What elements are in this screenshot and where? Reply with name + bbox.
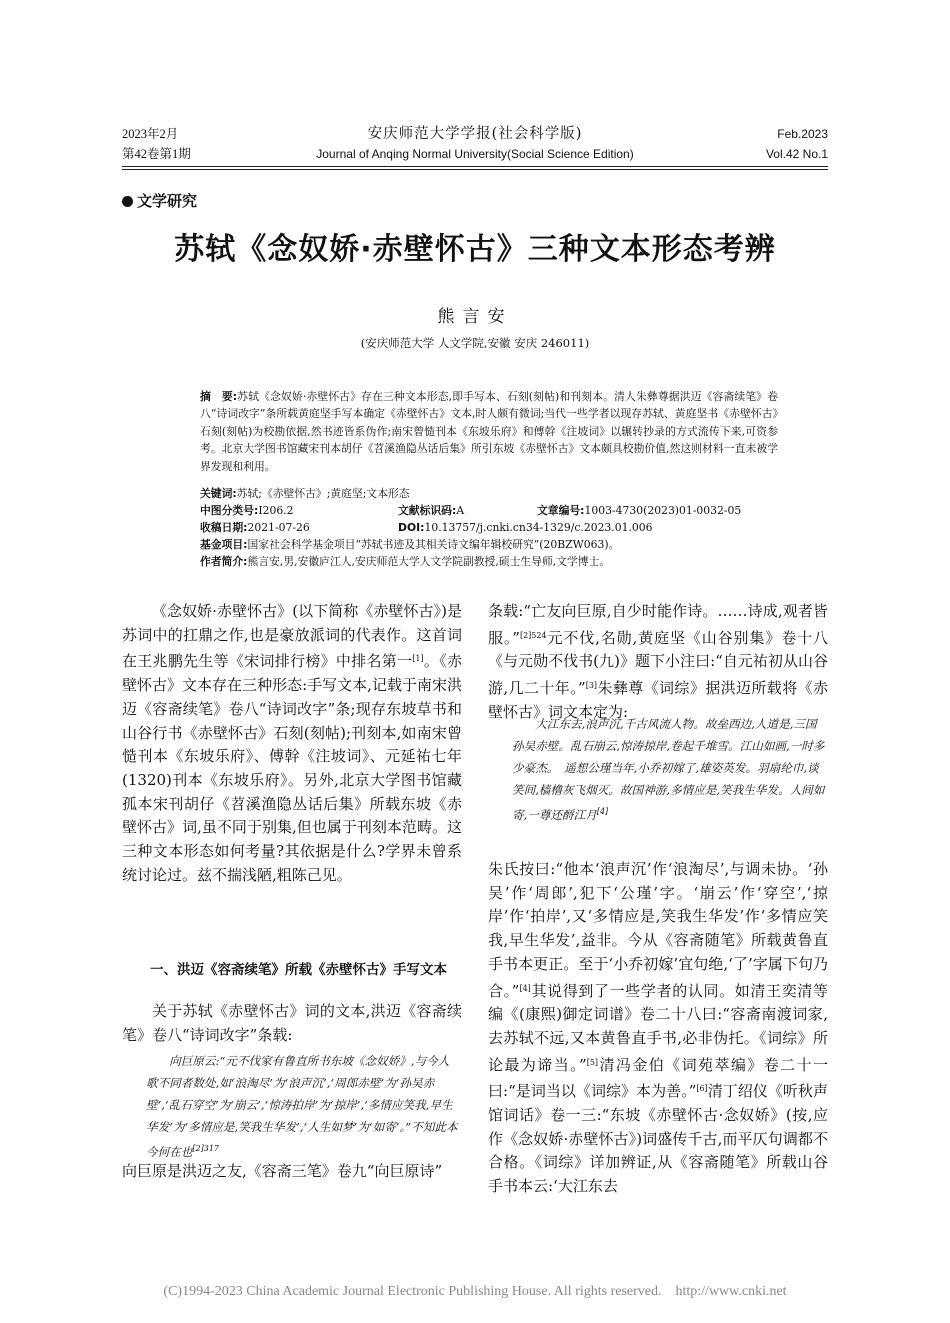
header-rule-top [122,166,828,167]
right-text-e: 其说得到了一些学者的认同。如清王奕清等编《(康熙)御定词谱》卷二十八曰:“容斋南渡词家,去苏轼不远,又本黄鲁直手书,必非伪托。《词综》所论最为谛当。” [488,981,828,1074]
abstract [200,388,778,475]
journal-name-cn: 安庆师范大学学报(社会科学版) [367,126,583,142]
citation-ref: [4] [519,983,531,993]
intro-text-a: 《念奴娇·赤壁怀古》(以下简称《赤壁怀古》)是苏词中的扛鼎之作,也是豪放派词的代表作。这首词在王兆鹏先生等《宋词排行榜》中排名第一 [122,602,462,671]
left-paragraph-3 [122,1160,462,1184]
clc-label: 中图分类号: [200,504,259,517]
classification-row [200,502,778,520]
citation-ref: [1] [412,654,424,664]
author-info-row [200,553,778,570]
issue-volume-en: Vol.42 No.1 [765,147,828,161]
right-text-f: 清冯金伯《词苑萃编》卷二十一曰:“是词当以《词综》本为善。” [488,1055,828,1101]
article-number-value: 1003-4730(2023)01-0032-05 [584,504,742,517]
citation-ref: [2]317 [192,1144,219,1153]
citation-ref: [2]524 [519,630,547,640]
author-info-label: 作者简介: [200,555,248,568]
author-affiliation: (安庆师范大学 人文学院,安徽 安庆 246011) [360,336,590,350]
issue-date-cn: 2023年2月 [122,127,179,141]
copyright-footer: (C)1994-2023 China Academic Journal Electronic Publishing House. All rights reserved. http://www.cnki.net [163,1284,787,1299]
journal-name-en: Journal of Anqing Normal University(Social Science Edition) [316,147,634,161]
quote-text: 向巨原云:“元不伐家有鲁直所书东坡《念奴娇》,与今人歌不同者数处,如‘浪淘尽’为‘浪声沉’,‘周郎赤壁’为‘孙吴赤壁’,‘乱石穿空’为‘崩云’,‘惊涛拍岸’为‘掠岸’,‘多情应笑我,早生华发’为‘多情应是,笑我生华发’,‘人生如梦’为‘如寄’。”不知此本今何在也 [146,1054,458,1159]
header-rule-bottom [122,169,828,170]
right-paragraph-1 [488,600,828,725]
poem-text: 大江东去,浪声沉,千古风流人物。故垒西边,人道是,三国孙吴赤壁。乱石崩云,惊涛掠岸,卷起千堆雪。江山如画,一时多少豪杰。 遥想公瑾当年,小乔初嫁了,雄姿英发。羽扇纶巾,谈笑间,樯橹灰飞烟灭。故国神游,多情应是,笑我生华发。人间如寄,一尊还酹江月 [512,717,825,822]
right-text-c: 朱彝尊《词综》据洪迈所载将《赤壁怀古》词文本定为: [488,679,828,721]
fund-value: 国家社会科学基金项目“苏轼书迹及其相关诗文编年辑校研究”(20BZW063)。 [247,538,620,551]
fund-label: 基金项目: [200,538,248,551]
keywords-label: 关键词: [200,487,237,500]
paragraph-3-text: 向巨原是洪迈之友,《容斋三笔》卷九“向巨原诗” [122,1162,443,1180]
header-right [766,124,828,164]
left-intro-paragraph [122,600,462,887]
issue-volume-cn: 第42卷第1期 [122,147,191,161]
doi-value: 10.13757/j.cnki.cn34-1329/c.2023.01.006 [424,521,653,534]
author-name: 熊言安 [437,307,513,327]
abstract-text: 苏轼《念奴娇·赤壁怀古》存在三种文本形态,即手写本、石刻(刻帖)和刊刻本。清人朱彝尊据洪迈《容斋续笔》卷八“诗词改字”条所载黄庭坚手写本确定《赤壁怀古》文本,时人颇有微词;当代一些学者以现存苏轼、黄庭坚书《赤壁怀古》石刻(刻帖)为校勘依据,然书迹皆系伪作;南宋曾慥刊本《东坡乐府》和傅幹《注坡词》以辗转抄录的方式流传下来,可资参考。北京大学图书馆藏宋刊本胡仔《苕溪渔隐丛话后集》所引东坡《赤壁怀古》文本颇具校勘价值,然这则材料一直未被学界发现和利用。 [200,390,778,473]
article-number-label: 文章编号: [537,504,585,517]
keywords-value: 苏轼;《赤壁怀古》;黄庭坚;文本形态 [236,487,410,500]
right-block-quote [512,713,828,826]
clc-value: I206.2 [258,504,294,517]
right-text-b: 元不伐,名勋,黄庭坚《山谷别集》卷十八《与元勋不伐书(九)》题下小注曰:“自元祐初从山谷游,几二十年。” [488,628,828,698]
left-block-quote [146,1050,460,1163]
right-text-d: 朱氏按曰:“他本‘浪声沉’作‘浪淘尽’,与调未协。‘孙吴’作‘周郎’,犯下‘公瑾’字。‘崩云’作‘穿空’,‘掠岸’作‘拍岸’,又‘多情应是,笑我生华发’作‘多情应笑我,早生华发’,益非。今从《容斋随笔》所载黄鲁直手书本更正。至于‘小乔初嫁’宜句绝,‘了’字属下句乃合。” [488,860,828,1000]
paragraph-2-text: 关于苏轼《赤壁怀古》词的文本,洪迈《容斋续笔》卷八“诗词改字”条载: [122,1002,462,1044]
section-heading: 一、洪迈《容斋续笔》所载《赤壁怀古》手写文本 [150,962,447,978]
doc-code-value: A [456,504,465,517]
citation-ref: [4] [596,807,609,816]
left-paragraph-2 [122,1000,462,1047]
received-row [200,519,778,537]
article-title: 苏轼《念奴娇·赤壁怀古》三种文本形态考辨 [174,232,776,267]
section-tag-label: 文学研究 [137,192,198,210]
intro-text-b: 。《赤壁怀古》文本存在三种形态:手写文本,记载于南宋洪迈《容斋续笔》卷八“诗词改字”条;现存东坡草书和山谷行书《赤壁怀古》石刻(刻帖);刊刻本,如南宋曾慥刊本《东坡乐府》、傅幹《注坡词》、元延祐七年(1320)刊本《东坡乐府》。另外,北京大学图书馆藏孤本宋刊胡仔《苕溪渔隐丛话后集》所载东坡《赤壁怀古》词,虽不同于别集,但也属于刊刻本范畴。这三种文本形态如何考量?其依据是什么?学界未曾系统讨论过。兹不揣浅陋,粗陈己见。 [122,652,462,884]
bullet-icon [122,196,133,207]
right-text-g: 清丁绍仪《听秋声馆词话》卷一三:“东坡《赤壁怀古·念奴娇》(按,应作《念奴娇·赤壁怀古》)词盛传千古,而平仄句调都不合格。《词综》详加辨证,从《容斋随笔》所载山谷手书本云:‘大江东去 [488,1082,828,1196]
right-text-a: 条载:“亡友向巨原,自少时能作诗。……诗成,观者皆服。” [488,602,828,647]
citation-ref: [3] [585,681,598,691]
abstract-label: 摘 要: [200,390,238,403]
section-tag [122,190,197,211]
citation-ref: [6] [696,1084,708,1094]
citation-ref: [5] [586,1057,599,1067]
fund-row [200,536,778,553]
keywords-row [200,485,778,502]
doi-label: DOI: [398,521,425,534]
author-info-value: 熊言安,男,安徽庐江人,安庆师范大学人文学院副教授,硕士生导师,文学博士。 [247,555,611,568]
received-value: 2021-07-26 [247,521,310,534]
received-label: 收稿日期: [200,521,248,534]
right-paragraph-2 [488,858,828,1199]
doc-code-label: 文献标识码: [398,504,457,517]
issue-date-en: Feb.2023 [777,127,828,141]
